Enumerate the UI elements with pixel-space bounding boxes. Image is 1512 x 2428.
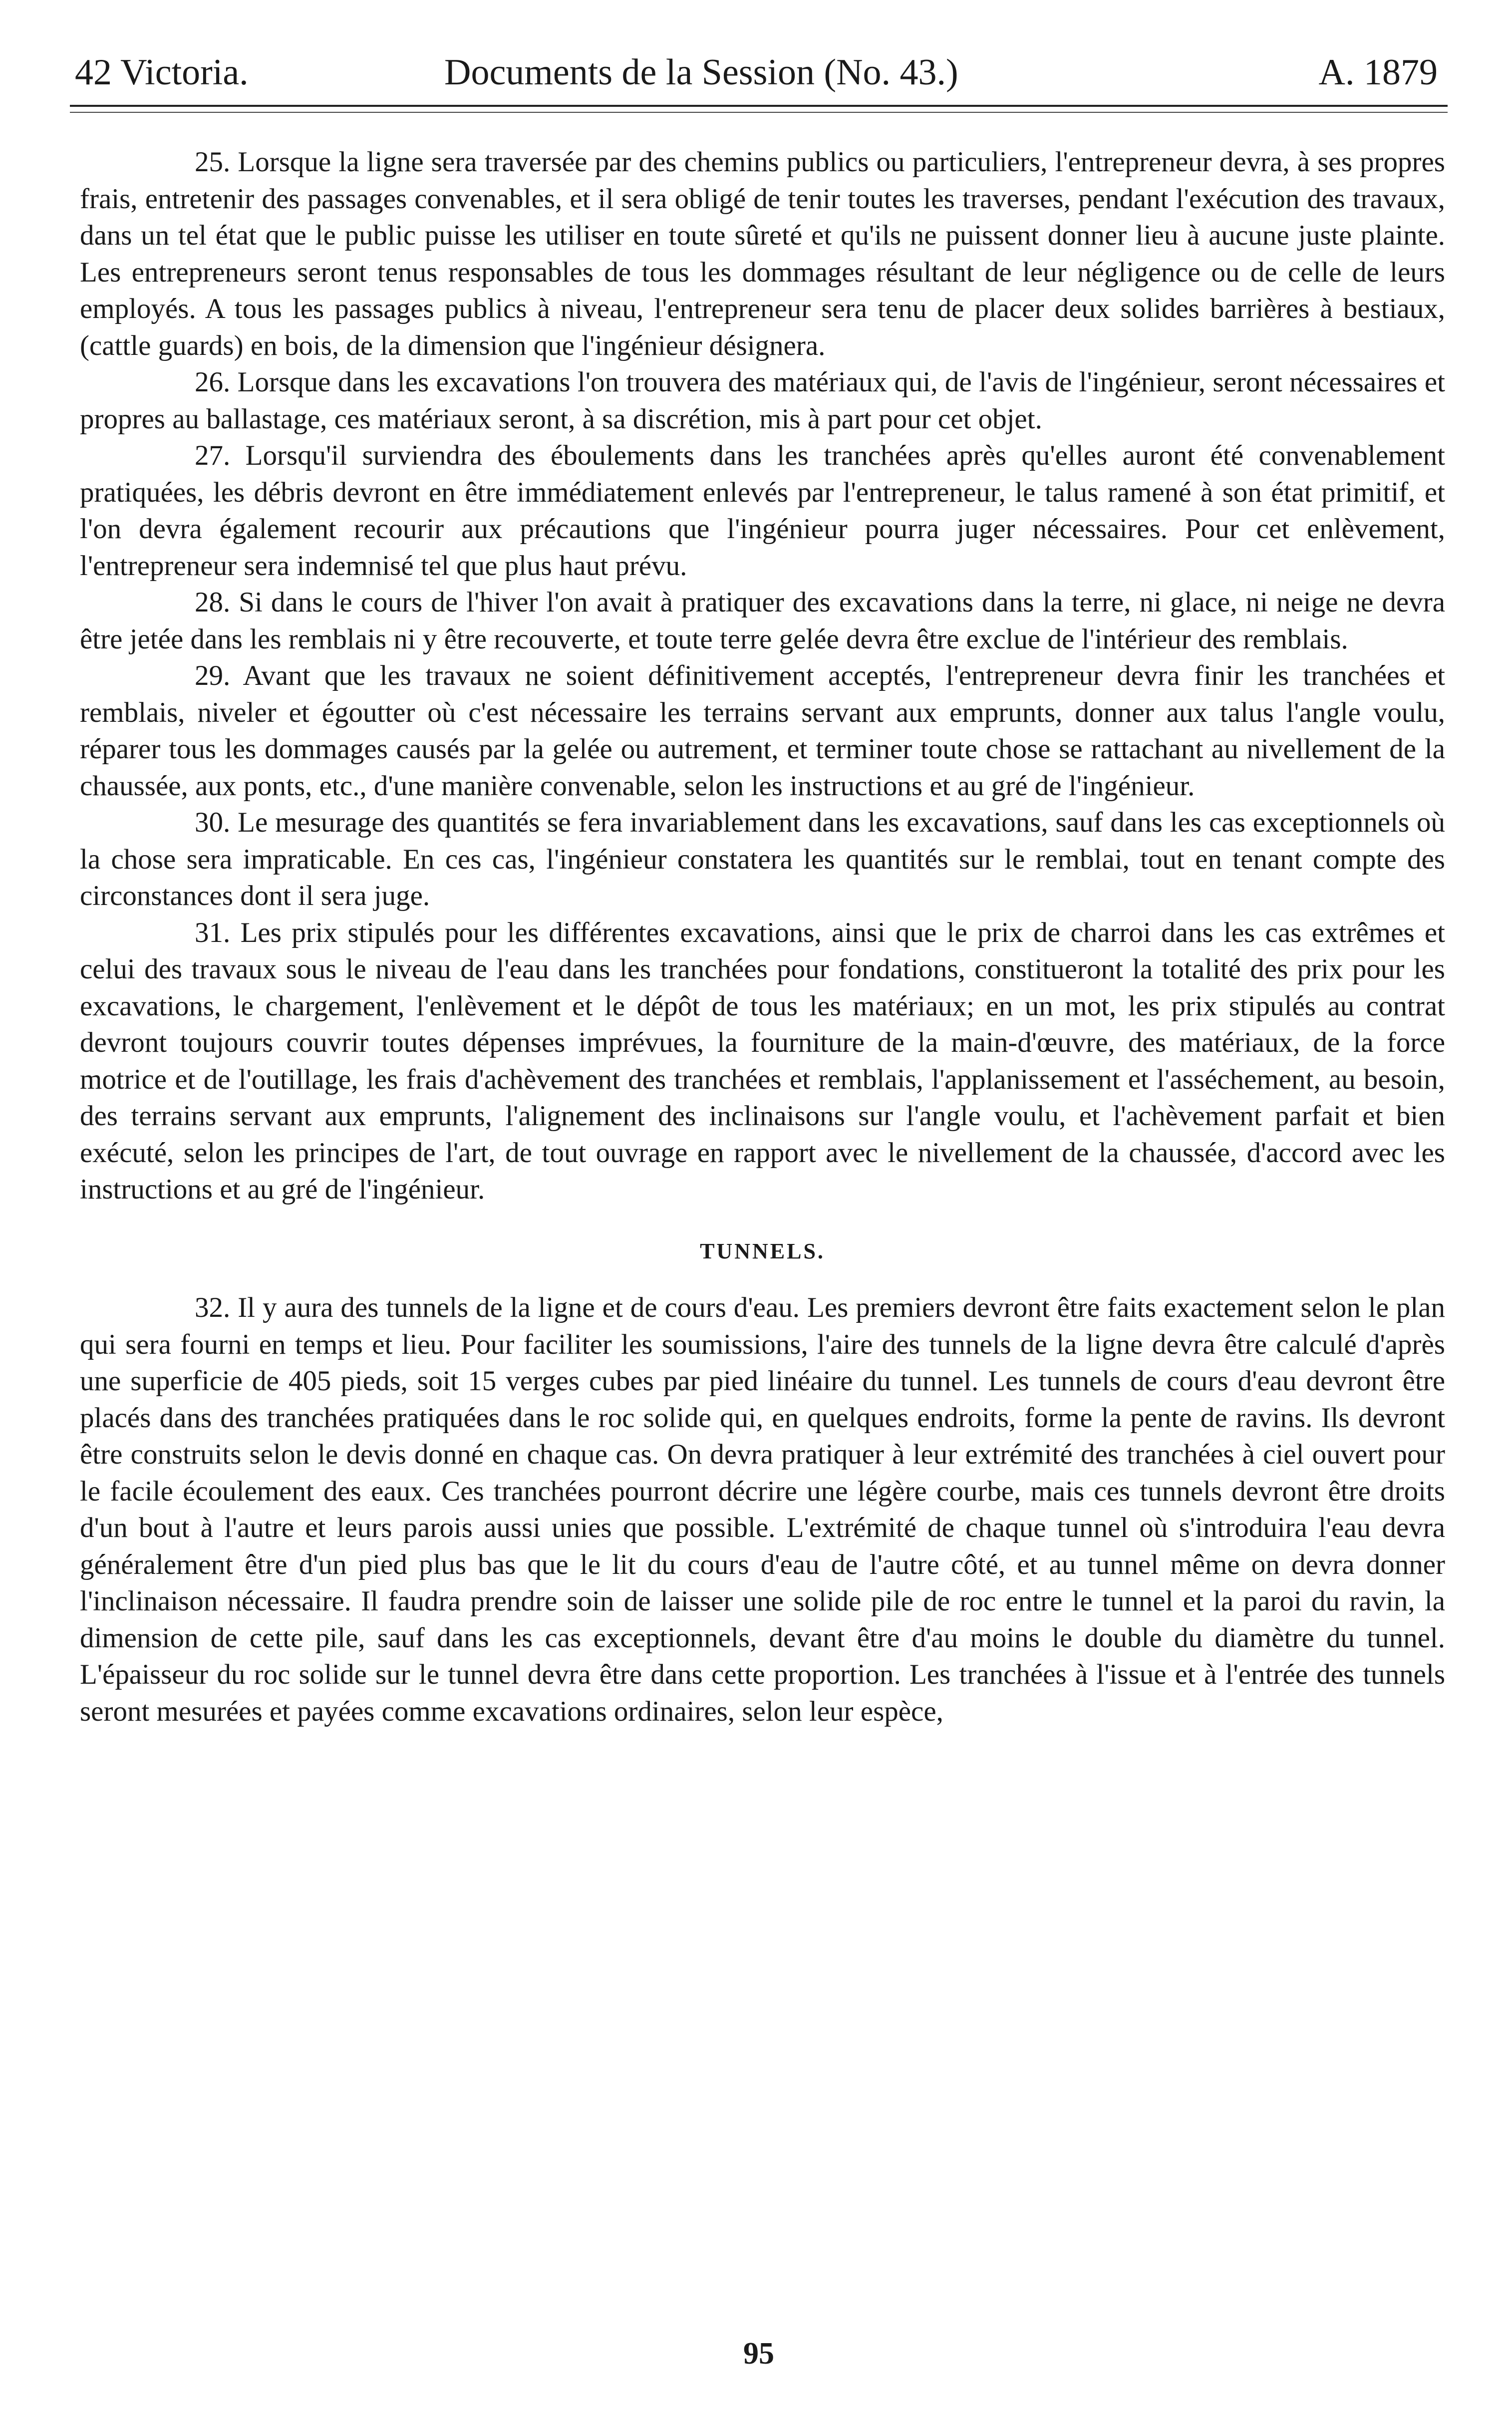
paragraph-25: 25. Lorsque la ligne sera traversée par des chemins publics ou particuliers, l'entrepreneur devra, à ses propres frais, entretenir des passages convenables, et il sera obligé de tenir toutes les traverses, pendant l'exécution des travaux, dans un tel état que le public puisse les utiliser en toute sûreté et qu'ils ne puissent donner lieu à aucune juste plainte. Les entrepreneurs seront tenus responsables de tous les dommages résultant de leur négligence ou de celle de leurs employés. A tous les passages publics à niveau, l'entrepreneur sera tenu de placer deux solides barrières à bestiaux, (cattle guards) en bois, de la dimension que l'ingénieur désignera. bbox=[80, 146, 1445, 361]
section-heading-tunnels: TUNNELS. bbox=[700, 1238, 825, 1263]
header-rule-thin bbox=[70, 112, 1448, 113]
paragraph-26: 26. Lorsque dans les excavations l'on trouvera des matériaux qui, de l'avis de l'ingénieur, seront nécessaires et propres au ballastage, ces matériaux seront, à sa discrétion, mis à part pour cet objet. bbox=[80, 366, 1445, 435]
document-body bbox=[60, 144, 1458, 1730]
paragraph-30: 30. Le mesurage des quantités se fera invariablement dans les excavations, sauf dans les cas exceptionnels où la chose sera impraticable. En ces cas, l'ingénieur constatera les quantités sur le remblai, tout en tenant compte des circonstances dont il sera juge. bbox=[80, 807, 1445, 911]
paragraph-29: 29. Avant que les travaux ne soient définitivement acceptés, l'entrepreneur devra finir les tranchées et remblais, niveler et égoutter où c'est nécessaire les terrains servant aux emprunts, donner aux talus l'angle voulu, réparer tous les dommages causés par la gelée ou autrement, et terminer toute chose se rattachant au nivellement de la chaussée, aux ponts, etc., d'une manière convenable, selon les instructions et au gré de l'ingénieur. bbox=[80, 660, 1445, 802]
paragraph-32: 32. Il y aura des tunnels de la ligne et de cours d'eau. Les premiers devront être faits exactement selon le plan qui sera fourni en temps et lieu. Pour faciliter les soumissions, l'aire des tunnels de la ligne devra être calculé d'après une superficie de 405 pieds, soit 15 verges cubes par pied linéaire du tunnel. Les tunnels de cours d'eau devront être placés dans des tranchées pratiquées dans le roc solide qui, en quelques endroits, forme la pente de ravins. Ils devront être construits selon le devis donné en chaque cas. On devra pratiquer à leur extrémité des tranchées à ciel ouvert pour le facile écoulement des eaux. Ces tranchées pourront décrire une légère courbe, mais ces tunnels devront être droits d'un bout à l'autre et leurs parois aussi unies que possible. L'extrémité de chaque tunnel où s'introduira l'eau devra généralement être d'un pied plus bas que le lit du cours d'eau de l'autre côté, et au tunnel même on devra donner l'inclinaison nécessaire. Il faudra prendre soin de laisser une solide pile de roc entre le tunnel et la paroi du ravin, la dimension de cette pile, sauf dans les cas exceptionnels, devant être d'au moins le double du diamètre du tunnel. L'épaisseur du roc solide sur le tunnel devra être dans cette proportion. Les tranchées à l'issue et à l'entrée des tunnels seront mesurées et payées comme excavations ordinaires, selon leur espèce, bbox=[80, 1292, 1445, 1727]
header-year: A. 1879 bbox=[1318, 52, 1438, 93]
header-rule bbox=[70, 105, 1448, 107]
document-page bbox=[60, 40, 1458, 2396]
running-header bbox=[60, 40, 1458, 105]
header-reign-year: 42 Victoria. bbox=[75, 52, 249, 93]
header-document-title: Documents de la Session (No. 43.) bbox=[444, 52, 958, 93]
paragraph-31: 31. Les prix stipulés pour les différentes excavations, ainsi que le prix de charroi dans les cas extrêmes et celui des travaux sous le niveau de l'eau dans les tranchées pour fondations, constitueront la totalité des prix pour les excavations, le chargement, l'enlèvement et le dépôt de tous les matériaux; en un mot, les prix stipulés au contrat devront toujours couvrir toutes dépenses imprévues, la fourniture de la main-d'œuvre, des matériaux, de la force motrice et de l'outillage, les frais d'achèvement des tranchées et remblais, l'applanissement et l'asséchement, au besoin, des terrains servant aux emprunts, l'alignement des inclinaisons sur l'angle voulu, et l'achèvement parfait et bien exécuté, selon les principes de l'art, de tout ouvrage en rapport avec le nivellement de la chaussée, d'accord avec les instructions et au gré de l'ingénieur. bbox=[80, 916, 1445, 1205]
paragraph-28: 28. Si dans le cours de l'hiver l'on avait à pratiquer des excavations dans la terre, ni glace, ni neige ne devra être jetée dans les remblais ni y être recouverte, et toute terre gelée devra être exclue de l'intérieur des remblais. bbox=[80, 587, 1445, 655]
paragraph-27: 27. Lorsqu'il surviendra des éboulements dans les tranchées après qu'elles auront été convenablement pratiquées, les débris devront en être immédiatement enlevés par l'entrepreneur, le talus ramené à son état primitif, et l'on devra également recourir aux précautions que l'ingénieur pourra juger nécessaires. Pour cet enlèvement, l'entrepreneur sera indemnisé tel que plus haut prévu. bbox=[80, 440, 1445, 582]
page-number: 95 bbox=[743, 2337, 774, 2371]
